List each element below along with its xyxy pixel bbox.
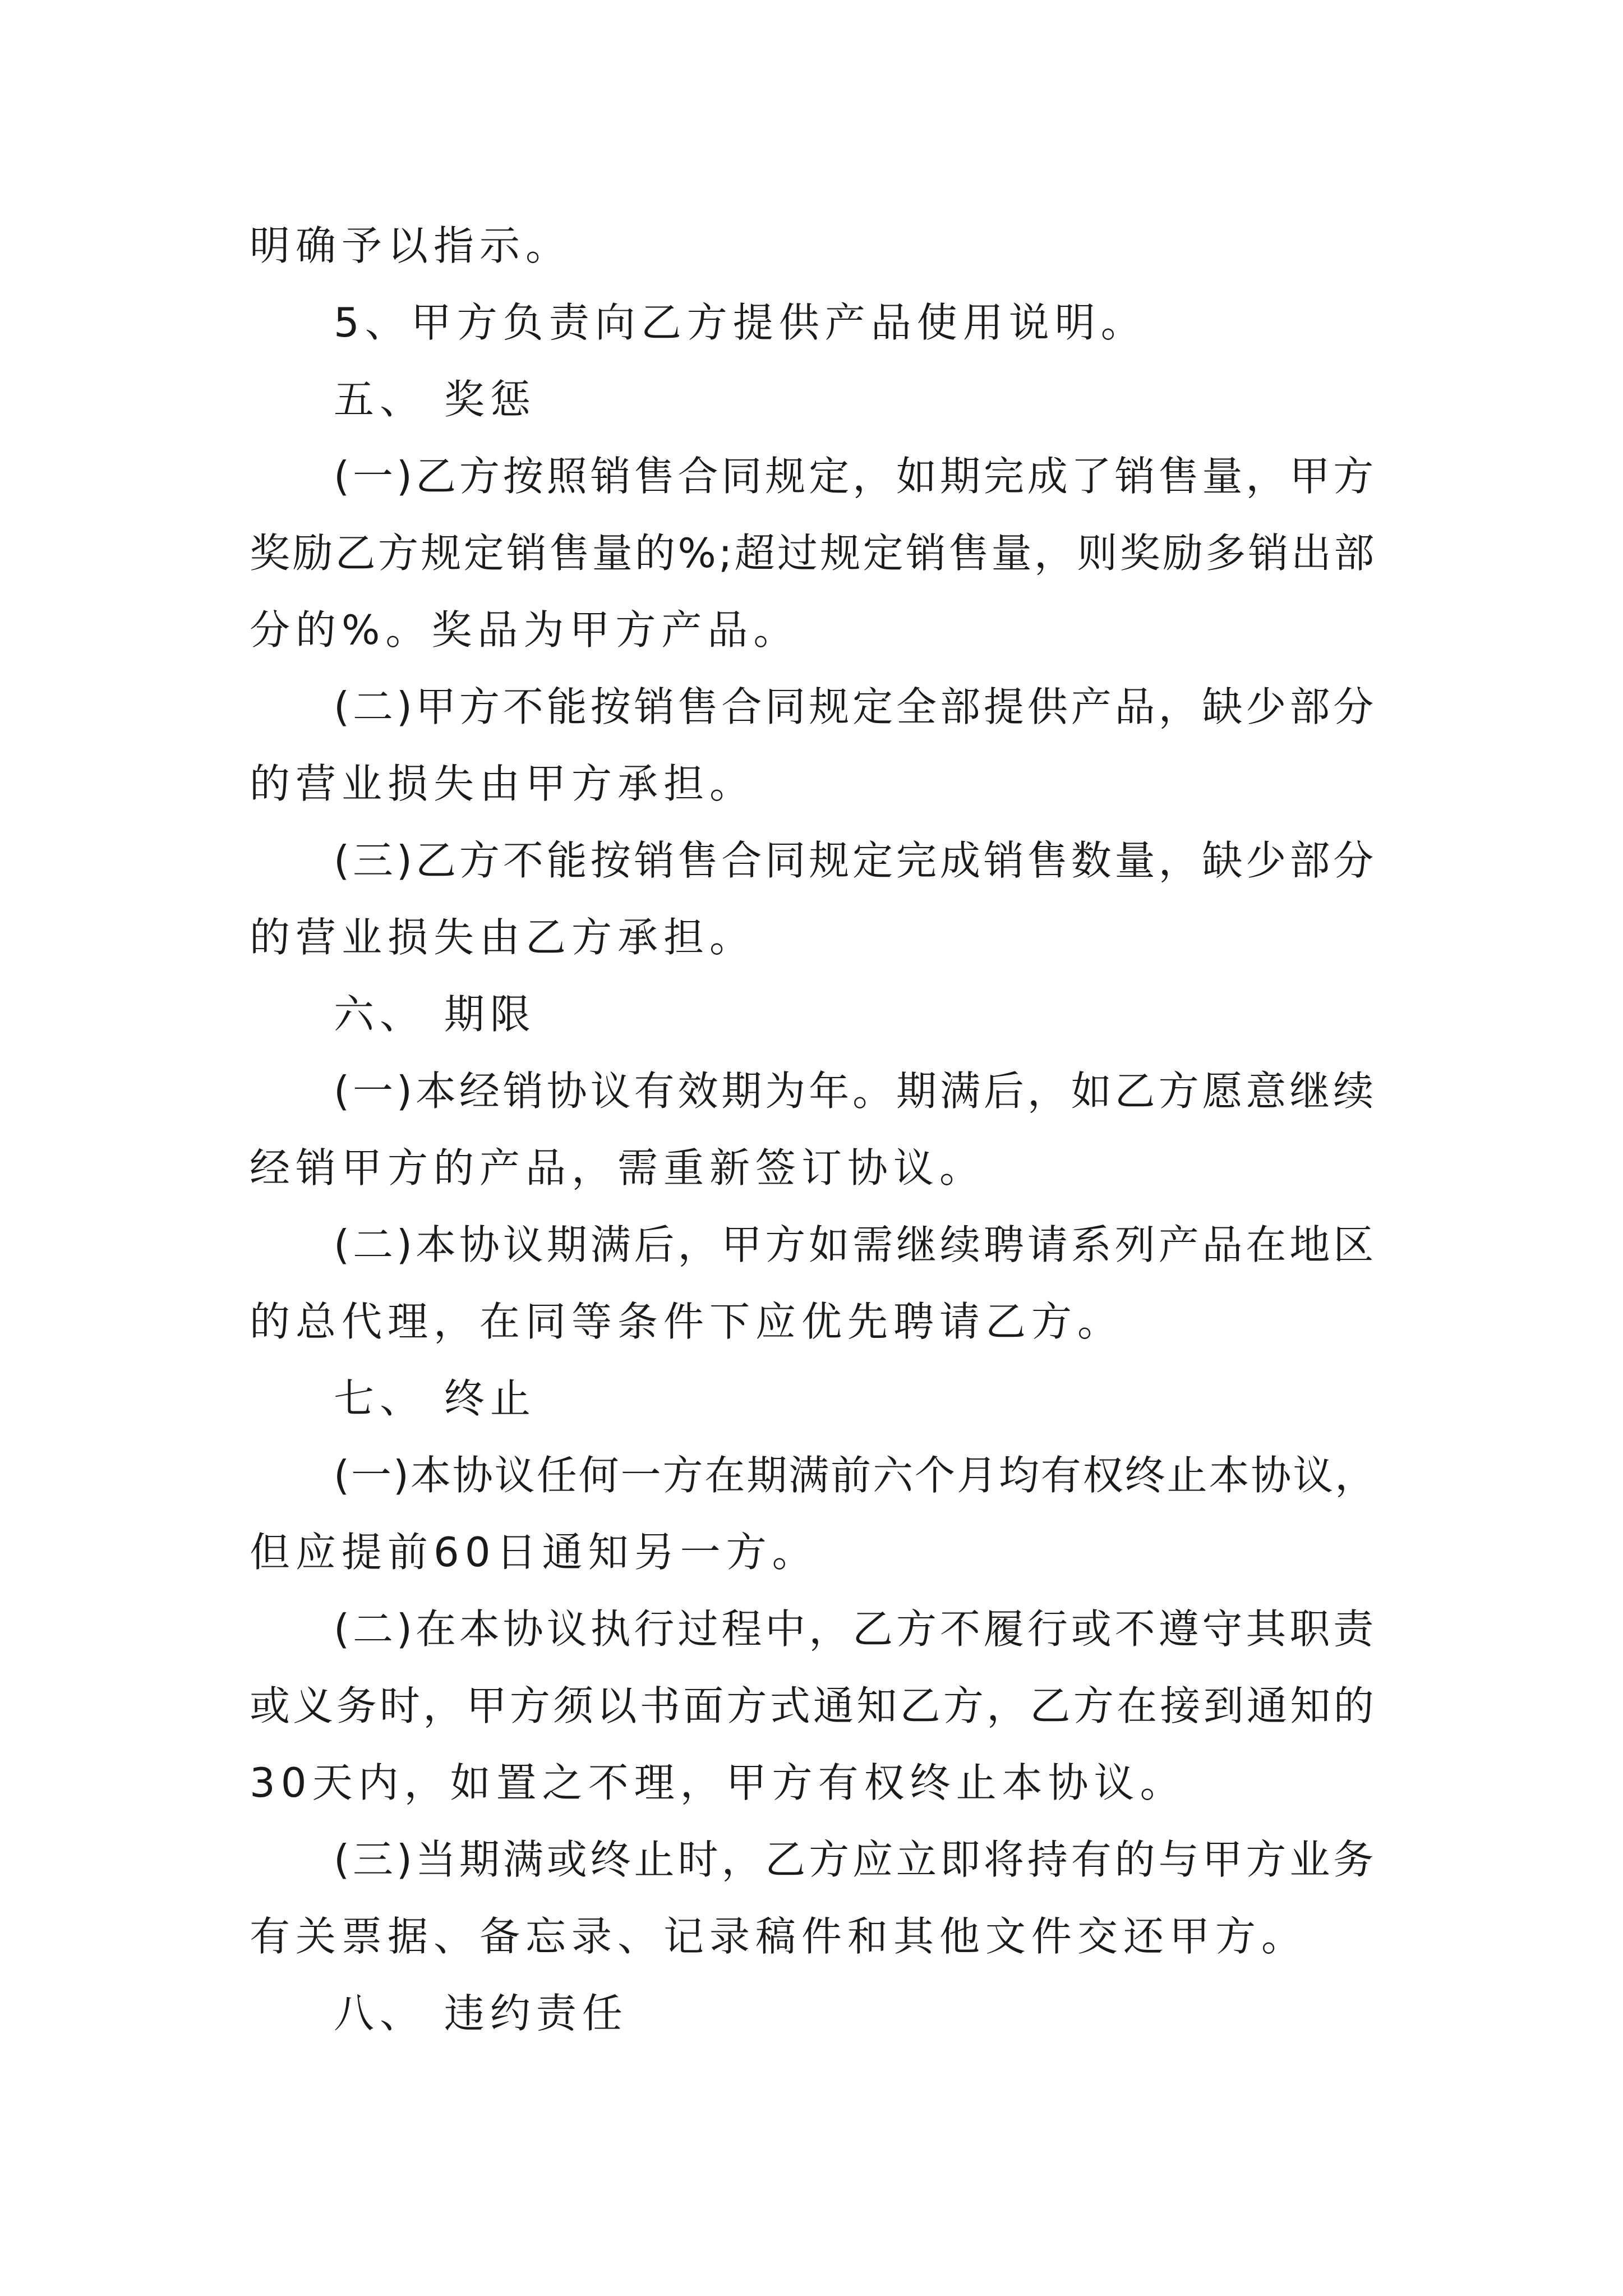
section-heading: 七、 终止 (334, 1375, 536, 1422)
text-line: (三)乙方不能按销售合同规定完成销售数量，缺少部分 (334, 837, 1377, 884)
text-line: 但应提前60日通知另一方。 (250, 1529, 818, 1576)
text-line: (三)当期满或终止时，乙方应立即将持有的与甲方业务 (334, 1836, 1377, 1883)
text-line: 明确予以指示。 (250, 222, 572, 269)
section-heading: 五、 奖惩 (334, 376, 536, 423)
text-line: (二)甲方不能按销售合同规定全部提供产品，缺少部分 (334, 683, 1377, 730)
section-heading: 六、 期限 (334, 991, 536, 1038)
text-line: (二)本协议期满后，甲方如需继续聘请系列产品在地区 (334, 1221, 1377, 1268)
text-line: 的营业损失由乙方承担。 (250, 914, 756, 961)
document-body (250, 208, 1377, 2052)
text-line: 奖励乙方规定销售量的%;超过规定销售量，则奖励多销出部 (250, 530, 1377, 577)
text-line: 有关票据、备忘录、记录稿件和其他文件交还甲方。 (250, 1913, 1308, 1960)
text-line: 的营业损失由甲方承担。 (250, 760, 756, 807)
text-line: 或义务时，甲方须以书面方式通知乙方，乙方在接到通知的 (250, 1682, 1377, 1729)
text-line: (二)在本协议执行过程中，乙方不履行或不遵守其职责 (334, 1605, 1377, 1653)
text-line: (一)乙方按照销售合同规定，如期完成了销售量，甲方 (334, 453, 1377, 500)
text-line: (一)本协议任何一方在期满前六个月均有权终止本协议， (334, 1452, 1377, 1499)
text-line: 分的%。奖品为甲方产品。 (250, 606, 800, 654)
text-line: 经销甲方的产品，需重新签订协议。 (250, 1144, 986, 1191)
text-line: (一)本经销协议有效期为年。期满后，如乙方愿意继续 (334, 1068, 1377, 1115)
text-line: 的总代理，在同等条件下应优先聘请乙方。 (250, 1298, 1124, 1345)
text-line: 5、甲方负责向乙方提供产品使用说明。 (334, 299, 1147, 346)
text-line: 30天内，如置之不理，甲方有权终止本协议。 (250, 1759, 1186, 1806)
section-heading: 八、 违约责任 (334, 1990, 628, 2037)
